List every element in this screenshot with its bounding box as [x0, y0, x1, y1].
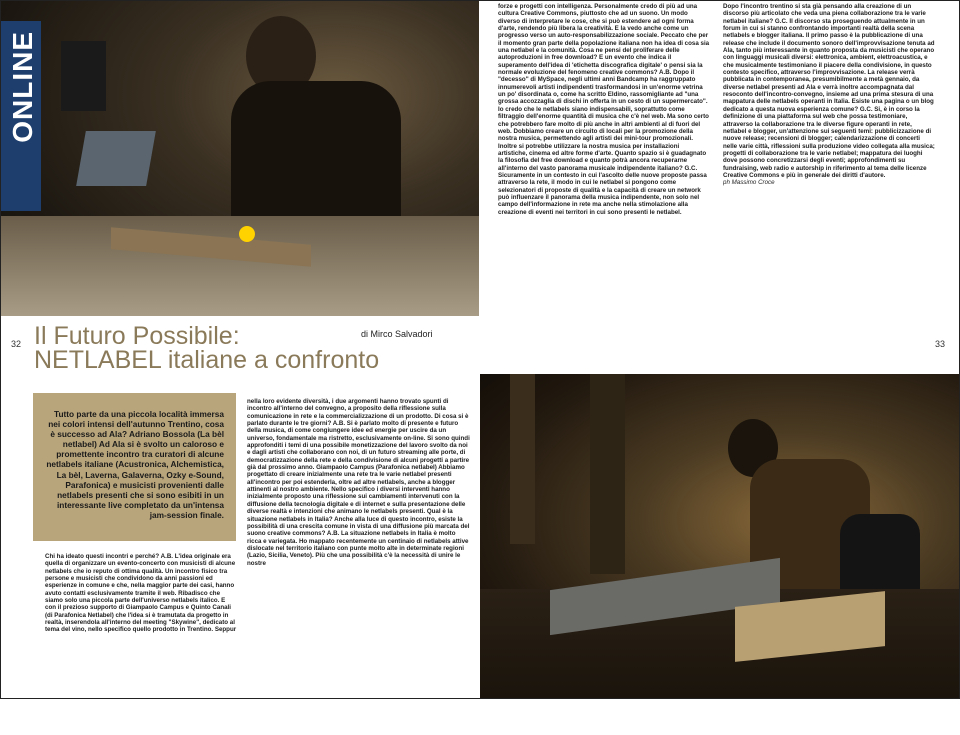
laptop-screen [76, 131, 156, 186]
column-2-text: nella loro evidente diversità, i due argomenti hanno trovato spunti di incontro all'interno del convegno, a proposito della riflessione sulla comunicazione in rete e la commercializzazione di un prodotto. Di cosa si è parlato durante le tre giorni? A.B. Si è parlato molto di presente e futuro della musica, di come congiungere idee ed energie per uscire da un universo, fondamentale ma ristretto, esclusivamente on-line. Si sono quindi approfonditi i temi di una possibile monetizzazione del lavoro svolto da noi e dagli artisti che collaborano con noi, di un futuro streaming alle porte, di democratizzazione della rete e della condivisione di alcuni progetti a partire già dal prossimo anno. Giampaolo Campus (Parafonica netlabel) Abbiamo progettato di creare inizialmente una rete tra le varie netlabel presenti all'incontro per poi estenderla, oltre ad altre netlabels, anche a blogger attinenti al nostro ambiente. Nello specifico i diversi interventi hanno inizialmente proposto una riflessione sui cambiamenti intervenuti con la diffusione della tecnologia digitale e di internet e sulla presentazione delle diverse realtà e intenzioni che animano le netlabels presenti. Qual è la situazione netlabels in Italia? Anche alla luce di questo incontro, esiste la possibilità di una crescita comune in vista di una diffusione più marcata del suono creative commons? A.B. La situazione netlabels in Italia è molto ricca e variegata. Ho mappato recentemente un centinaio di netlabels attive dislocate nel territorio italiano con punte molto alte in determinate regioni (Lazio, Sicilia, Veneto). Più che una possibilità c'è la necessità di unire le nostre [247, 398, 470, 567]
column-3 [498, 3, 710, 355]
column-shape [510, 374, 535, 544]
column-2 [247, 398, 471, 694]
yellow-light [239, 226, 255, 242]
photo-credit: ph Massimo Croce [723, 179, 775, 187]
online-banner [1, 21, 41, 211]
column-1-text: Chi ha ideato questi incontri e perché? A.B. L'idea originale era quella di organizzare un evento-concerto con musicisti di alcune netlabels che io reputo di ottima qualità. Un incontro fisico tra persone e musicisti che condividono da anni passioni ed esperienze in comune e che, nella maggior parte dei casi, hanno avuto contatti esclusivamente tramite il web. Ribadisco che siamo solo una piccola parte dell'universo netlabels italico. E con il prezioso supporto di Giampaolo Campus e Quinto Canali (di Parafonica Netlabel) che l'idea si è tramutata da progetto in realtà, inserendola all'interno del meeting "Skywine", dedicato al tema del vino, nello specifico quello prodotto in Trentino. Seppur [45, 553, 237, 634]
author-byline: di Mirco Salvadori [361, 329, 433, 339]
musician-body [231, 81, 401, 231]
photo-musicians-laptop [1, 1, 479, 316]
intro-text: Tutto parte da una piccola località immersa nei colori intensi dell'autunno Trentino, cosa è successo ad Ala? Adriano Bossola (La bèl netlabel) Ad Ala si è svolto un caloroso e promettente incontro tra curatori di alcune netlabels italiane (Acustronica, Alchemistica, La bèl, Laverna, Galaverna, Ozky e-Sound, Parafonica) e musicisti provenienti dalle netlabels presenti che si sono esibiti in un interessante live completato da un'intensa jam-session finale. [46, 409, 224, 520]
photo-musician-keyboard [480, 374, 959, 698]
column-4-text: Dopo l'incontro trentino si sta già pensando alla creazione di un discorso più articolato che veda una piena collaborazione tra le varie netlabel italiane? G.C. Il discorso sta proseguendo attualmente in un forum in cui si stanno confrontando importanti realtà della scena netlabels e blogger italiana. Il primo passo è la pubblicazione di una release che include il documento sonoro dell'improvvisazione tenuta ad Ala, tanto più interessante in quanto proposta da musicisti che operano con linguaggi musicali diversi: elettronica, ambient, elettroacustica, e che musicalmente testimoniano il piacere della condivisione, in questo contesto specifico, attraverso l'improvvisazione. La release verrà pubblicata in contemporanea, presumibilmente a metà gennaio, da diverse netlabel presenti ad Ala e verrà inoltre accompagnata dal resoconto dell'incontro-convegno, insieme ad una prima stesura di una mappatura delle netlabels operanti in Italia. Esiste una pagina o un blog dedicato a questa nuova esperienza comune? G.C. Si, è in corso la definizione di una piattaforma sul web che possa testimoniare, attraverso la collaborazione tra le diverse figure operanti in rete, netlabel e blogger, un'attenzione sui seguenti temi: pubblicizzazione di nuove release; recensioni di blogger; calendarizzazione di concerti nelle varie città, riflessioni sulla produzione video collegata alla musica; progetti di collaborazione tra le varie netlabel; mappatura dei luoghi dove possono concretizzarsi degli eventi; approfondimenti su fundraising, web radio e autorship in riferimento al tema delle licenze Creative Commons e più in generale dei diritti d'autore. [723, 3, 935, 179]
title-line-1: Il Futuro Possibile: [34, 322, 240, 350]
title-line-2: NETLABEL italiane a confronto [34, 346, 380, 374]
page-number-right: 33 [935, 339, 946, 349]
intro-box [33, 393, 236, 541]
column-4 [723, 3, 935, 338]
column-shape-2 [590, 374, 625, 574]
article-title [34, 324, 379, 372]
banner-text: ONLINE [7, 31, 38, 143]
page-number-left: 32 [11, 339, 22, 349]
column-1 [45, 553, 237, 693]
speaker-shape [61, 41, 106, 111]
column-3-text: forze e progetti con intelligenza. Personalmente credo di più ad una cultura Creative Commons, piuttosto che ad un suono. Un modo diverso di interpretare le cose, che si può estendere ad ogni forma d'arte, rendendo più libera la creatività. E la vedo anche come un progresso verso un auto-responsabilizzazione sociale. Peccato che per il momento gran parte della popolazione italiana non ha idea di cosa sia una netlabel e la comunità. Cosa ne pensi del proliferare delle autoproduzioni in free download? E un evento che indica il superamento dell'idea di 'etichetta discografica digitale' o pensi sia la normale evoluzione del fenomeno creative commons? A.B. Dopo il "decesso" di MySpace, negli ultimi anni Bandcamp ha raggruppato innumerevoli artisti indipendenti trasformandosi in un'enorme vetrina un po' disordinata o, come ha scritto Eldino, rassomigliante ad "una grossa accozzaglia di dischi in offerta in un cesto di un supermercato". Io credo che le netlabels siano indispensabili, soprattutto come filtraggio dell'enorme quantità di musica che c'è nel web. Ma sono certo che potrebbero fare molto di più anche in altri ambienti al di fuori del web. Dobbiamo creare un circuito di locali per la promozione della nostra musica, permettendo agli artisti dei mini-tour promozionali. Inoltre si potrebbe utilizzare la nostra musica per installazioni artistiche, cinema ed altre forme d'arte. Quanto spazio si è guadagnato la filosofia del free download e quanto potrà ancora recuperarne all'interno del vasto panorama musicale indipendente italiano? G.C. Sicuramente in un contesto in cui l'ascolto delle nuove proposte passa attraverso la rete, il modo in cui le netlabel si pongono come selezionatori di proposte di qualità e la capacità di creare un network può influenzare il panorama della musica indipendente, non solo nel campo dell'informazione in rete ma anche nella stimolazione alla creazione di eventi nei territori in cui sono presenti le netlabel. [498, 3, 710, 216]
